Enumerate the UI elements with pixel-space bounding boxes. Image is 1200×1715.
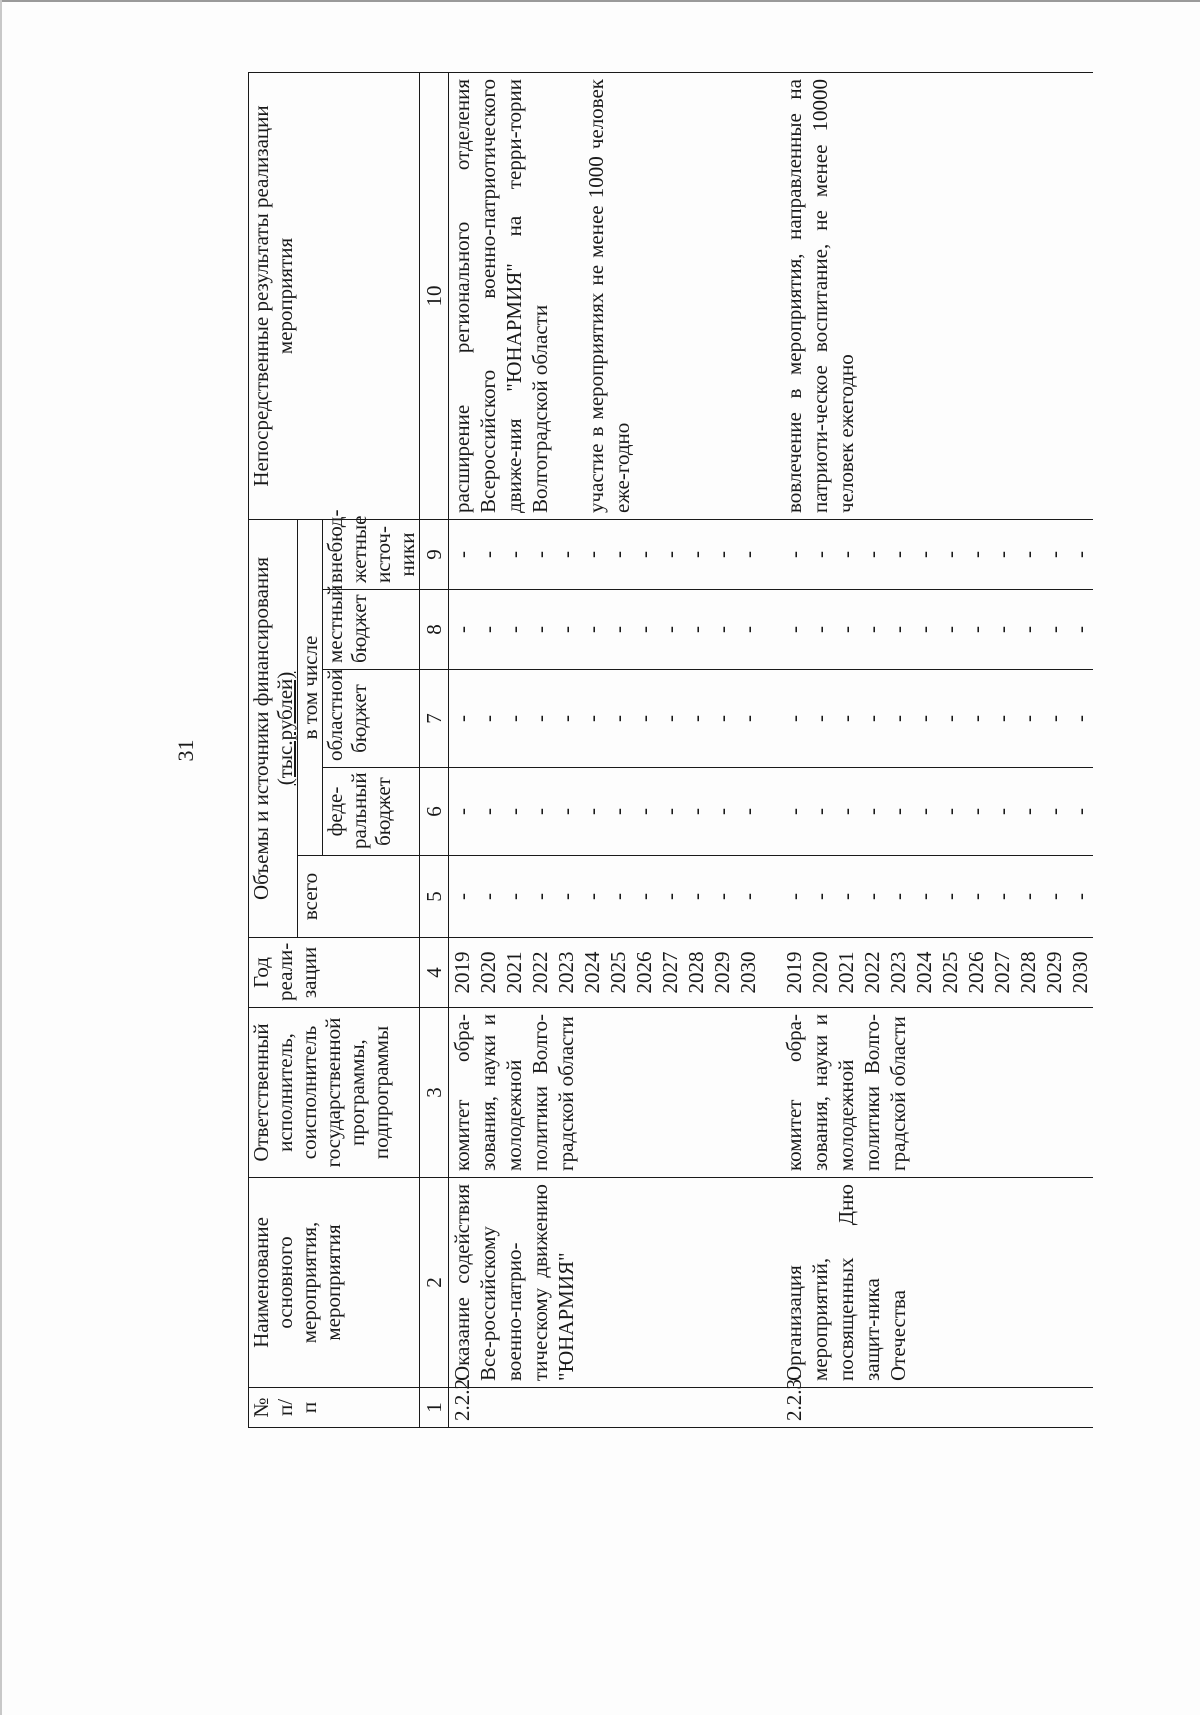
financing-value: - (938, 893, 962, 900)
financing-value: - (528, 893, 552, 900)
page-number: 31 (173, 739, 198, 762)
row-result-1: вовлечение в мероприятия, направленные на патриоти-ческое воспитание, не менее 10000 человек ежегодно (782, 79, 858, 513)
header-local: местный бюджет (323, 590, 420, 670)
row-extrabudgetary (449, 520, 762, 590)
year-value: 2019 (450, 951, 474, 994)
financing-value: - (502, 626, 526, 633)
column-number: 3 (420, 1008, 449, 1178)
financing-value: - (658, 551, 682, 558)
financing-value: - (782, 626, 806, 633)
year-value: 2030 (736, 951, 760, 994)
financing-value: - (736, 626, 760, 633)
financing-value: - (912, 808, 936, 815)
column-number: 10 (420, 73, 449, 520)
row-local (449, 590, 762, 670)
year-value: 2022 (528, 951, 552, 994)
year-value: 2028 (1016, 951, 1040, 994)
year-value: 2025 (938, 951, 962, 994)
financing-value: - (528, 808, 552, 815)
row-executor: комитет обра-зования, науки и молодежной политики Волго-градской области (449, 1008, 762, 1178)
financing-value: - (554, 626, 578, 633)
financing-value: - (476, 551, 500, 558)
financing-value: - (580, 808, 604, 815)
financing-value: - (964, 893, 988, 900)
financing-value: - (554, 808, 578, 815)
financing-value: - (990, 626, 1014, 633)
row-results (781, 73, 1093, 520)
financing-value: - (1042, 626, 1066, 633)
financing-value: - (580, 551, 604, 558)
rotated-page (165, 73, 1125, 1428)
header-financing-unit: (тыс.рублей) (273, 671, 297, 786)
financing-value: - (450, 626, 474, 633)
financing-value: - (554, 893, 578, 900)
financing-value: - (1042, 551, 1066, 558)
row-executor: комитет обра-зования, науки и молодежной политики Волго-градской области (781, 1008, 1093, 1178)
row-federal (781, 768, 1093, 856)
financing-value: - (502, 715, 526, 722)
financing-value: - (808, 808, 832, 815)
financing-value: - (710, 626, 734, 633)
financing-value: - (886, 893, 910, 900)
row-number: 2.2.3. (781, 1388, 1093, 1428)
row-name: Организация мероприятий, посвященных Дню защит-ника Отечества (781, 1178, 1093, 1388)
financing-value: - (450, 715, 474, 722)
financing-value: - (964, 626, 988, 633)
column-number: 1 (420, 1388, 449, 1428)
financing-value: - (450, 551, 474, 558)
financing-value: - (886, 715, 910, 722)
financing-value: - (808, 715, 832, 722)
header-executor: Ответственный исполнитель, соисполнитель государственной программы, подпрограммы (249, 1008, 420, 1178)
year-value: 2029 (710, 951, 734, 994)
financing-value: - (710, 715, 734, 722)
financing-value: - (684, 808, 708, 815)
financing-value: - (912, 893, 936, 900)
financing-value: - (1042, 715, 1066, 722)
financing-value: - (782, 808, 806, 815)
financing-value: - (860, 893, 884, 900)
financing-value: - (528, 626, 552, 633)
financing-value: - (606, 626, 630, 633)
financing-value: - (782, 551, 806, 558)
financing-value: - (912, 626, 936, 633)
financing-value: - (860, 715, 884, 722)
financing-value: - (684, 715, 708, 722)
financing-value: - (606, 893, 630, 900)
year-value: 2019 (782, 951, 806, 994)
year-value: 2025 (606, 951, 630, 994)
column-number: 9 (420, 520, 449, 590)
financing-value: - (834, 626, 858, 633)
financing-value: - (1042, 808, 1066, 815)
financing-value: - (476, 715, 500, 722)
financing-value: - (990, 893, 1014, 900)
financing-value: - (710, 893, 734, 900)
header-total: всего (298, 856, 420, 938)
financing-value: - (528, 551, 552, 558)
financing-value: - (834, 715, 858, 722)
row-federal (449, 768, 762, 856)
financing-value: - (1068, 893, 1092, 900)
header-financing-title: Объемы и источники финансирования (249, 556, 273, 901)
row-results (449, 73, 762, 520)
row-total (449, 856, 762, 938)
year-value: 2023 (886, 951, 910, 994)
financing-value: - (606, 551, 630, 558)
financing-value: - (502, 893, 526, 900)
year-value: 2029 (1042, 951, 1066, 994)
financing-value: - (606, 715, 630, 722)
financing-value: - (710, 551, 734, 558)
financing-value: - (632, 626, 656, 633)
column-number: 8 (420, 590, 449, 670)
financing-value: - (834, 808, 858, 815)
column-number: 5 (420, 856, 449, 938)
financing-value: - (1016, 715, 1040, 722)
year-value: 2028 (684, 951, 708, 994)
year-value: 2023 (554, 951, 578, 994)
financing-value: - (1016, 893, 1040, 900)
financing-value: - (658, 893, 682, 900)
header-name: Наименование основного мероприятия, мероприятия (249, 1178, 420, 1388)
financing-value: - (938, 626, 962, 633)
financing-value: - (938, 808, 962, 815)
row-years (781, 938, 1093, 1008)
year-value: 2026 (632, 951, 656, 994)
financing-value: - (580, 626, 604, 633)
financing-value: - (1016, 626, 1040, 633)
financing-value: - (782, 715, 806, 722)
financing-value: - (860, 551, 884, 558)
header-federal: феде-ральный бюджет (323, 768, 420, 856)
financing-value: - (886, 626, 910, 633)
financing-value: - (736, 893, 760, 900)
financing-value: - (684, 893, 708, 900)
financing-value: - (580, 893, 604, 900)
header-including: в том числе (298, 520, 323, 856)
row-result-1: расширение регионального отделения Всероссийского военно-патриотического движе-ния "ЮНАРМИЯ" на терри-тории Волгоградской области (450, 79, 552, 513)
year-value: 2022 (860, 951, 884, 994)
financing-value: - (964, 808, 988, 815)
year-value: 2027 (990, 951, 1014, 994)
financing-value: - (938, 551, 962, 558)
financing-value: - (1068, 808, 1092, 815)
financing-value: - (808, 893, 832, 900)
financing-value: - (860, 808, 884, 815)
financing-value: - (710, 808, 734, 815)
financing-value: - (964, 715, 988, 722)
financing-value: - (736, 715, 760, 722)
financing-value: - (1068, 715, 1092, 722)
financing-value: - (476, 626, 500, 633)
scan-edge (0, 0, 1200, 2)
row-extrabudgetary (781, 520, 1093, 590)
financing-value: - (580, 715, 604, 722)
year-value: 2020 (476, 951, 500, 994)
program-table (248, 72, 1093, 1428)
financing-value: - (964, 551, 988, 558)
row-total (781, 856, 1093, 938)
year-value: 2024 (912, 951, 936, 994)
year-value: 2027 (658, 951, 682, 994)
financing-value: - (684, 551, 708, 558)
financing-value: - (476, 808, 500, 815)
financing-value: - (1068, 626, 1092, 633)
row-name: Оказание содействия Все-российскому военно-патрио-тическому движению "ЮНАРМИЯ" (449, 1178, 762, 1388)
financing-value: - (886, 808, 910, 815)
financing-value: - (886, 551, 910, 558)
financing-value: - (658, 626, 682, 633)
row-number: 2.2.2. (449, 1388, 762, 1428)
financing-value: - (736, 808, 760, 815)
financing-value: - (450, 893, 474, 900)
financing-value: - (912, 715, 936, 722)
row-years (449, 938, 762, 1008)
financing-value: - (860, 626, 884, 633)
header-regional: областной бюджет (323, 670, 420, 768)
header-financing (249, 520, 298, 938)
financing-value: - (502, 808, 526, 815)
year-value: 2021 (834, 951, 858, 994)
year-value: 2021 (502, 951, 526, 994)
financing-value: - (782, 893, 806, 900)
column-number: 6 (420, 768, 449, 856)
header-extrabudgetary: внебюд-жетные источ-ники (323, 520, 420, 590)
header-results: Непосредственные результаты реализации мероприятия (249, 73, 420, 520)
financing-value: - (606, 808, 630, 815)
financing-value: - (834, 893, 858, 900)
header-year: Год реали-зации (249, 938, 420, 1008)
year-value: 2024 (580, 951, 604, 994)
column-number: 4 (420, 938, 449, 1008)
row-regional (449, 670, 762, 768)
financing-value: - (1042, 893, 1066, 900)
table-row (449, 73, 762, 1428)
financing-value: - (912, 551, 936, 558)
row-local (781, 590, 1093, 670)
financing-value: - (632, 893, 656, 900)
financing-value: - (834, 551, 858, 558)
financing-value: - (938, 715, 962, 722)
financing-value: - (632, 715, 656, 722)
year-value: 2020 (808, 951, 832, 994)
financing-value: - (502, 551, 526, 558)
financing-value: - (554, 715, 578, 722)
scan-edge (0, 0, 2, 1715)
financing-value: - (736, 551, 760, 558)
column-number: 2 (420, 1178, 449, 1388)
financing-value: - (632, 551, 656, 558)
financing-value: - (476, 893, 500, 900)
financing-value: - (1016, 551, 1040, 558)
financing-value: - (808, 551, 832, 558)
financing-value: - (658, 715, 682, 722)
financing-value: - (1068, 551, 1092, 558)
year-value: 2030 (1068, 951, 1092, 994)
row-regional (781, 670, 1093, 768)
financing-value: - (990, 715, 1014, 722)
year-value: 2026 (964, 951, 988, 994)
financing-value: - (684, 626, 708, 633)
financing-value: - (450, 808, 474, 815)
financing-value: - (808, 626, 832, 633)
financing-value: - (990, 808, 1014, 815)
financing-value: - (658, 808, 682, 815)
table-body (449, 73, 1094, 1428)
financing-value: - (990, 551, 1014, 558)
header-number: № п/п (249, 1388, 420, 1428)
financing-value: - (528, 715, 552, 722)
financing-value: - (632, 808, 656, 815)
table-row (781, 73, 1093, 1428)
row-result-2: участие в мероприятиях не менее 1000 человек еже-годно (584, 79, 634, 513)
financing-value: - (1016, 808, 1040, 815)
financing-value: - (554, 551, 578, 558)
column-number: 7 (420, 670, 449, 768)
